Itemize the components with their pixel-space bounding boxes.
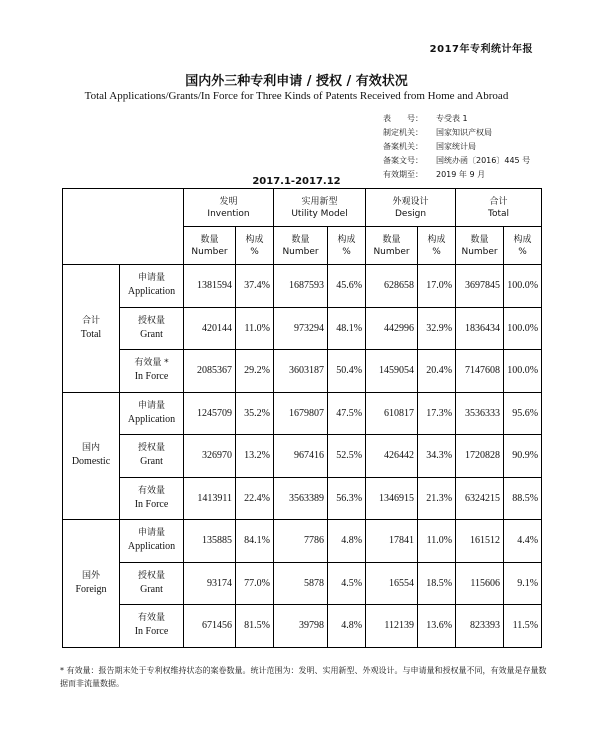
row-label: 授权量 Grant — [120, 562, 184, 605]
cell-percent: 52.5% — [328, 435, 366, 478]
footnote: * 有效量：报告期末处于专利权维持状态的案卷数量。统计范围为：发明、实用新型、外观设计。与申请量和授权量不同，有效量是存量数据而非流量数据。 — [60, 666, 547, 688]
subheader-number: 数量 Number — [184, 227, 236, 265]
cell-number: 7147608 — [456, 350, 504, 393]
cell-percent: 11.0% — [236, 307, 274, 350]
cell-percent: 35.2% — [236, 392, 274, 435]
cell-number: 967416 — [274, 435, 328, 478]
cell-number: 1346915 — [366, 477, 418, 520]
cell-percent: 88.5% — [504, 477, 542, 520]
cell-percent: 84.1% — [236, 520, 274, 563]
cell-number: 6324215 — [456, 477, 504, 520]
cell-number: 7786 — [274, 520, 328, 563]
cell-number: 823393 — [456, 605, 504, 648]
subheader-number: 数量 Number — [274, 227, 328, 265]
statistics-period: 2017.1-2017.12 — [252, 176, 341, 187]
cell-number: 1679807 — [274, 392, 328, 435]
cell-number: 115606 — [456, 562, 504, 605]
cell-number: 1413911 — [184, 477, 236, 520]
form-metadata — [383, 112, 530, 182]
cell-number: 426442 — [366, 435, 418, 478]
cell-percent: 20.4% — [418, 350, 456, 393]
cell-percent: 95.6% — [504, 392, 542, 435]
row-label: 申请量 Application — [120, 520, 184, 563]
table-row — [63, 265, 542, 308]
cell-number: 1381594 — [184, 265, 236, 308]
cell-number: 17841 — [366, 520, 418, 563]
cell-percent: 37.4% — [236, 265, 274, 308]
cell-number: 39798 — [274, 605, 328, 648]
cell-percent: 13.6% — [418, 605, 456, 648]
cell-number: 112139 — [366, 605, 418, 648]
cell-number: 326970 — [184, 435, 236, 478]
cell-percent: 22.4% — [236, 477, 274, 520]
cell-percent: 34.3% — [418, 435, 456, 478]
table-row — [63, 435, 542, 478]
meta-value: 国家知识产权局 — [436, 128, 492, 137]
cell-number: 1245709 — [184, 392, 236, 435]
cell-number: 610817 — [366, 392, 418, 435]
yearbook-header: 2017年专利统计年报 — [429, 44, 533, 55]
section-label: 国外 Foreign — [63, 520, 120, 648]
meta-value: 2019 年 9 月 — [436, 170, 486, 179]
meta-row — [383, 112, 530, 126]
table-row — [63, 350, 542, 393]
row-label: 有效量 In Force — [120, 477, 184, 520]
table-row — [63, 562, 542, 605]
cell-number: 16554 — [366, 562, 418, 605]
cell-percent: 11.5% — [504, 605, 542, 648]
cell-number: 5878 — [274, 562, 328, 605]
table-row — [63, 477, 542, 520]
group-header-total: 合计 Total — [456, 189, 542, 227]
cell-number: 1720828 — [456, 435, 504, 478]
section-label: 合计 Total — [63, 265, 120, 393]
cell-percent: 4.8% — [328, 520, 366, 563]
table-row — [63, 605, 542, 648]
meta-key: 备案文号： — [383, 156, 423, 165]
cell-number: 420144 — [184, 307, 236, 350]
row-label: 授权量 Grant — [120, 307, 184, 350]
cell-percent: 18.5% — [418, 562, 456, 605]
cell-number: 1836434 — [456, 307, 504, 350]
cell-number: 3536333 — [456, 392, 504, 435]
section-label: 国内 Domestic — [63, 392, 120, 520]
meta-row — [383, 140, 530, 154]
meta-key: 有效期至： — [383, 170, 423, 179]
meta-row — [383, 126, 530, 140]
cell-percent: 4.8% — [328, 605, 366, 648]
table-corner-cell — [63, 189, 184, 265]
cell-percent: 50.4% — [328, 350, 366, 393]
cell-number: 671456 — [184, 605, 236, 648]
group-header-invention: 发明 Invention — [184, 189, 274, 227]
row-label: 有效量 In Force — [120, 605, 184, 648]
cell-number: 2085367 — [184, 350, 236, 393]
cell-number: 3603187 — [274, 350, 328, 393]
cell-number: 135885 — [184, 520, 236, 563]
group-header-utility-model: 实用新型 Utility Model — [274, 189, 366, 227]
row-label: 有效量 * In Force — [120, 350, 184, 393]
page-title-chinese: 国内外三种专利申请 / 授权 / 有效状况 — [185, 74, 408, 89]
cell-number: 628658 — [366, 265, 418, 308]
cell-percent: 47.5% — [328, 392, 366, 435]
meta-value: 国家统计局 — [436, 142, 476, 151]
subheader-percent: 构成 % — [504, 227, 542, 265]
cell-percent: 29.2% — [236, 350, 274, 393]
group-header-design: 外观设计 Design — [366, 189, 456, 227]
meta-key: 制定机关： — [383, 128, 423, 137]
cell-percent: 13.2% — [236, 435, 274, 478]
row-label: 申请量 Application — [120, 265, 184, 308]
cell-percent: 81.5% — [236, 605, 274, 648]
cell-percent: 32.9% — [418, 307, 456, 350]
subheader-percent: 构成 % — [236, 227, 274, 265]
cell-number: 1459054 — [366, 350, 418, 393]
meta-value: 国统办函〔2016〕445 号 — [436, 156, 531, 165]
cell-percent: 48.1% — [328, 307, 366, 350]
cell-number: 973294 — [274, 307, 328, 350]
page-title-english: Total Applications/Grants/In Force for Three Kinds of Patents Received from Home and Abroad — [84, 90, 509, 102]
row-label: 授权量 Grant — [120, 435, 184, 478]
row-label: 申请量 Application — [120, 392, 184, 435]
cell-percent: 11.0% — [418, 520, 456, 563]
meta-row — [383, 154, 530, 168]
meta-key: 表 号： — [383, 114, 423, 123]
table-row — [63, 392, 542, 435]
patent-statistics-table — [62, 188, 542, 648]
cell-number: 1687593 — [274, 265, 328, 308]
cell-percent: 100.0% — [504, 265, 542, 308]
cell-percent: 77.0% — [236, 562, 274, 605]
subheader-percent: 构成 % — [418, 227, 456, 265]
subheader-number: 数量 Number — [456, 227, 504, 265]
cell-percent: 90.9% — [504, 435, 542, 478]
cell-number: 3563389 — [274, 477, 328, 520]
cell-percent: 9.1% — [504, 562, 542, 605]
cell-percent: 4.4% — [504, 520, 542, 563]
cell-percent: 56.3% — [328, 477, 366, 520]
meta-value: 专受表 1 — [436, 114, 468, 123]
cell-percent: 4.5% — [328, 562, 366, 605]
cell-number: 3697845 — [456, 265, 504, 308]
subheader-number: 数量 Number — [366, 227, 418, 265]
table-row — [63, 307, 542, 350]
cell-percent: 100.0% — [504, 307, 542, 350]
cell-percent: 17.0% — [418, 265, 456, 308]
meta-key: 备案机关： — [383, 142, 423, 151]
cell-percent: 17.3% — [418, 392, 456, 435]
cell-number: 442996 — [366, 307, 418, 350]
cell-percent: 45.6% — [328, 265, 366, 308]
cell-number: 93174 — [184, 562, 236, 605]
cell-number: 161512 — [456, 520, 504, 563]
cell-percent: 100.0% — [504, 350, 542, 393]
table-row — [63, 520, 542, 563]
cell-percent: 21.3% — [418, 477, 456, 520]
subheader-percent: 构成 % — [328, 227, 366, 265]
